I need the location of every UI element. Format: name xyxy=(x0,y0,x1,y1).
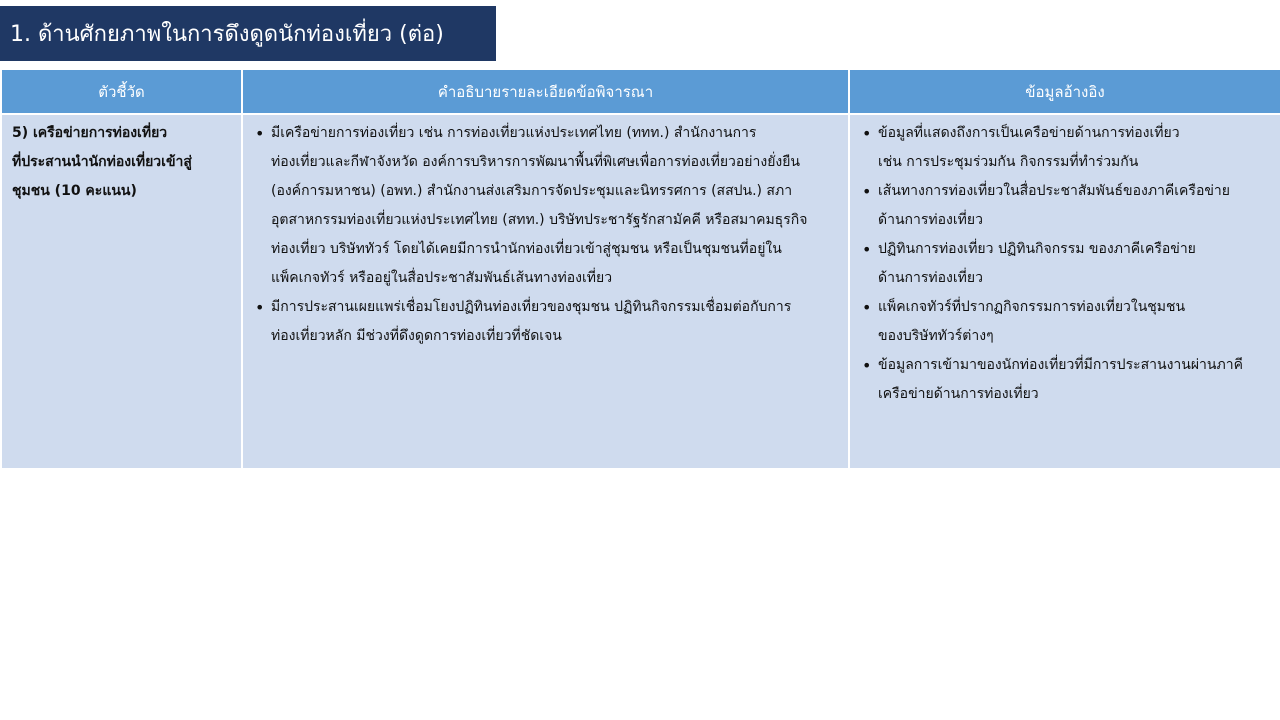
indicator-line: ชุมชน (10 คะแนน) xyxy=(12,183,137,199)
table-row xyxy=(1,114,1280,469)
slide-title: 1. ด้านศักยภาพในการดึงดูดนักท่องเที่ยว (ต่อ) xyxy=(0,6,496,61)
description-line: ท่องเที่ยว บริษัททัวร์ โดยได้เคยมีการนำนักท่องเที่ยวเข้าสู่ชุมชน หรือเป็นชุมชนที่อยู่ใน xyxy=(271,241,782,257)
list-item xyxy=(878,119,1270,177)
header-description: คำอธิบายรายละเอียดข้อพิจารณา xyxy=(242,69,849,114)
description-line: อุตสาหกรรมท่องเที่ยวแห่งประเทศไทย (สทท.) บริษัทประชารัฐรักสามัคคี หรือสมาคมธุรกิจ xyxy=(271,212,808,228)
reference-line: ของบริษัททัวร์ต่างๆ xyxy=(878,328,994,344)
list-item xyxy=(271,293,838,351)
reference-line: เครือข่ายด้านการท่องเที่ยว xyxy=(878,386,1039,402)
reference-line: ด้านการท่องเที่ยว xyxy=(878,212,983,228)
reference-line: • ข้อมูลการเข้ามาของนักท่องเที่ยวที่มีการประสานงานผ่านภาคี xyxy=(878,357,1243,373)
list-item xyxy=(878,235,1270,293)
description-list xyxy=(253,119,838,351)
reference-line: • แพ็คเกจทัวร์ที่ปรากฏกิจกรรมการท่องเที่ยวในชุมชน xyxy=(878,299,1186,315)
reference-cell xyxy=(849,114,1280,469)
list-item xyxy=(271,119,838,293)
description-cell xyxy=(242,114,849,469)
description-line: ท่องเที่ยวและกีฬาจังหวัด องค์การบริหารการพัฒนาพื้นที่พิเศษเพื่อการท่องเที่ยวอย่างยั่งยืน xyxy=(271,154,801,170)
criteria-table xyxy=(0,68,1280,470)
reference-line: ด้านการท่องเที่ยว xyxy=(878,270,983,286)
header-indicator: ตัวชี้วัด xyxy=(1,69,242,114)
reference-line: • เส้นทางการท่องเที่ยวในสื่อประชาสัมพันธ์ของภาคีเครือข่าย xyxy=(878,183,1230,199)
table-header-row xyxy=(1,69,1280,114)
description-line: (องค์การมหาชน) (อพท.) สำนักงานส่งเสริมการจัดประชุมและนิทรรศการ (สสปน.) สภา xyxy=(271,183,793,199)
indicator-line: 5) เครือข่ายการท่องเที่ยว xyxy=(12,125,168,141)
list-item xyxy=(878,351,1270,409)
list-item xyxy=(878,177,1270,235)
indicator-line: ที่ประสานนำนักท่องเที่ยวเข้าสู่ xyxy=(12,154,192,170)
indicator-cell xyxy=(1,114,242,469)
reference-line: เช่น การประชุมร่วมกัน กิจกรรมที่ทำร่วมกัน xyxy=(878,154,1139,170)
description-line: ท่องเที่ยวหลัก มีช่วงที่ดึงดูดการท่องเที่ยวที่ชัดเจน xyxy=(271,328,562,344)
reference-line: • ข้อมูลที่แสดงถึงการเป็นเครือข่ายด้านการท่องเที่ยว xyxy=(878,125,1180,141)
reference-list xyxy=(860,119,1270,409)
description-line: • มีเครือข่ายการท่องเที่ยว เช่น การท่องเที่ยวแห่งประเทศไทย (ททท.) สำนักงานการ xyxy=(271,125,757,141)
header-reference: ข้อมูลอ้างอิง xyxy=(849,69,1280,114)
description-line: แพ็คเกจทัวร์ หรืออยู่ในสื่อประชาสัมพันธ์เส้นทางท่องเที่ยว xyxy=(271,270,613,286)
description-line: • มีการประสานเผยแพร่เชื่อมโยงปฏิทินท่องเที่ยวของชุมชน ปฏิทินกิจกรรมเชื่อมต่อกับการ xyxy=(271,299,792,315)
list-item xyxy=(878,293,1270,351)
reference-line: • ปฏิทินการท่องเที่ยว ปฏิทินกิจกรรม ของภาคีเครือข่าย xyxy=(878,241,1196,257)
